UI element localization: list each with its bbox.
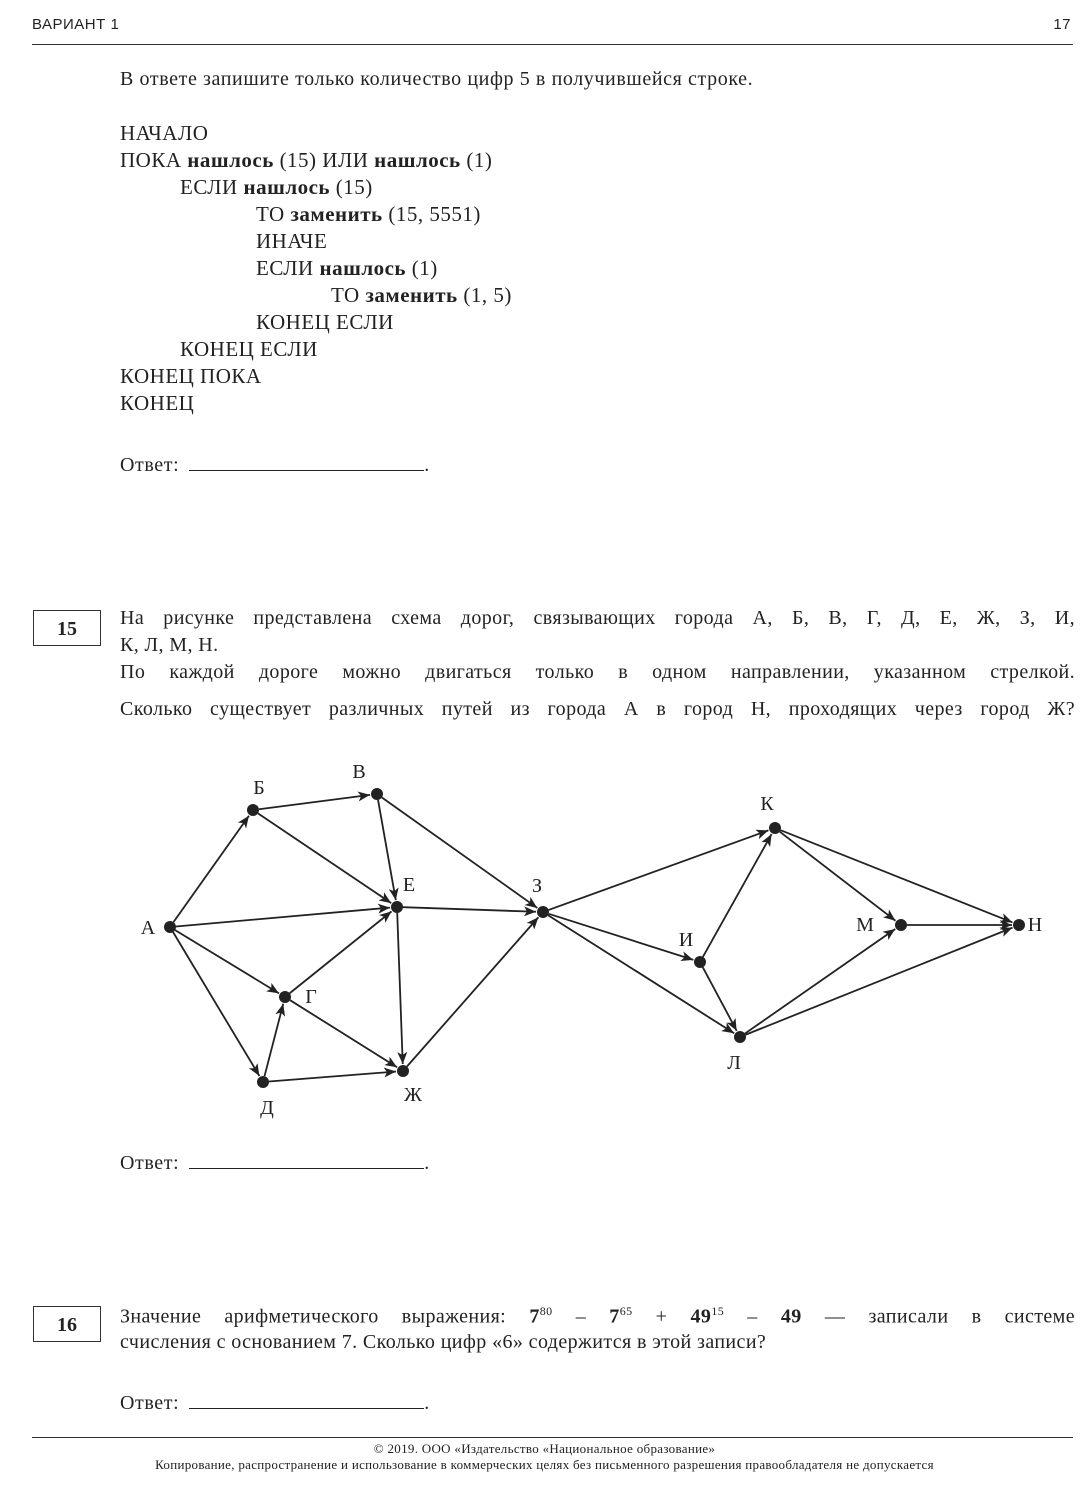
task14-answer: Ответ: . <box>120 454 430 476</box>
road-G-Zh <box>290 1000 397 1067</box>
task15-line: По каждой дороге можно двигаться только в одном направлении, указанном стрелкой. <box>120 661 1075 683</box>
city-node-B <box>247 804 259 816</box>
algo-line: КОНЕЦ ЕСЛИ <box>180 337 318 361</box>
city-node-I <box>694 956 706 968</box>
city-node-E <box>391 901 403 913</box>
road-D-Zh <box>269 1072 396 1082</box>
city-node-M <box>895 919 907 931</box>
road-I-K <box>703 834 772 957</box>
city-label-B: Б <box>253 777 265 799</box>
city-node-N <box>1013 919 1025 931</box>
road-V-E <box>378 800 396 900</box>
answer-field[interactable] <box>189 1150 424 1169</box>
algo-line: ПОКА нашлось (15) ИЛИ нашлось (1) <box>120 148 493 172</box>
footer-divider <box>32 1437 1073 1438</box>
city-node-A <box>164 921 176 933</box>
task16-text <box>120 1304 1075 1358</box>
road-E-Z <box>403 907 536 912</box>
road-D-G <box>265 1004 284 1076</box>
algo-line: ТО заменить (15, 5551) <box>256 202 481 226</box>
task16-line: счисления с основанием 7. Сколько цифр «6» содержится в этой записи? <box>120 1331 767 1353</box>
answer-label: Ответ: <box>120 1392 180 1414</box>
road-E-Zh <box>397 913 403 1064</box>
algo-line: КОНЕЦ <box>120 391 195 415</box>
copyright-notice: Копирование, распространение и использование в коммерческих целях без письменного разрешения правообладателя не допускается <box>155 1457 934 1472</box>
city-node-D <box>257 1076 269 1088</box>
city-label-Zh: Ж <box>404 1084 422 1106</box>
road-G-E <box>290 911 392 993</box>
road-K-M <box>780 832 896 921</box>
copyright: © 2019. ООО «Издательство «Национальное образование» <box>373 1441 716 1456</box>
city-node-Z <box>537 906 549 918</box>
city-label-A: А <box>140 917 156 939</box>
task15-line: На рисунке представлена схема дорог, связывающих города А, Б, В, Г, Д, Е, Ж, З, И, <box>120 607 1075 629</box>
algo-line: КОНЕЦ ПОКА <box>120 364 262 388</box>
road-I-L <box>703 967 737 1031</box>
algo-line: НАЧАЛО <box>120 121 209 145</box>
answer-field[interactable] <box>189 1390 424 1409</box>
road-B-E <box>258 813 391 903</box>
city-label-I: И <box>678 929 694 951</box>
road-L-M <box>745 929 895 1034</box>
task15-number: 15 <box>33 610 101 646</box>
road-K-N <box>781 830 1013 922</box>
task14-instruction: В ответе запишите только количество цифр 5 в получившейся строке. <box>120 68 754 90</box>
city-label-V: В <box>352 761 366 783</box>
answer-label: Ответ: <box>120 1152 180 1174</box>
city-label-G: Г <box>305 986 317 1008</box>
task15-line: Сколько существует различных путей из города А в город Н, проходящих через город Ж? <box>120 698 1075 720</box>
city-label-E: Е <box>402 874 416 896</box>
city-label-D: Д <box>260 1097 274 1119</box>
road-L-N <box>746 928 1013 1035</box>
task15-line: К, Л, М, Н. <box>120 634 219 656</box>
city-node-G <box>279 991 291 1003</box>
road-A-E <box>176 908 390 927</box>
city-label-M: М <box>856 914 874 936</box>
algo-line: КОНЕЦ ЕСЛИ <box>256 310 394 334</box>
task16-number: 16 <box>33 1306 101 1342</box>
city-label-K: К <box>760 793 774 815</box>
algo-line: ЕСЛИ нашлось (15) <box>180 175 373 199</box>
algo-line: ИНАЧЕ <box>256 229 328 253</box>
city-label-L: Л <box>727 1052 741 1074</box>
road-B-V <box>259 795 370 809</box>
city-label-Z: З <box>531 875 543 897</box>
road-A-B <box>173 816 248 922</box>
task16-line: Значение арифметического выражения: $7^{80} - 7^{65} + 49^{15} - 49$ — записали в системе <box>120 1304 1076 1328</box>
city-label-N: Н <box>1027 914 1043 936</box>
task15-answer: Ответ: . <box>120 1152 430 1174</box>
road-Z-I <box>549 914 694 960</box>
algo-line: ЕСЛИ нашлось (1) <box>256 256 438 280</box>
task16-answer: Ответ: . <box>120 1392 430 1414</box>
city-node-V <box>371 788 383 800</box>
variant-label: ВАРИАНТ 1 <box>32 16 120 33</box>
city-node-K <box>769 822 781 834</box>
road-Zh-Z <box>407 917 538 1066</box>
page-number: 17 <box>1053 16 1071 33</box>
algo-line: ТО заменить (1, 5) <box>331 283 512 307</box>
city-node-L <box>734 1031 746 1043</box>
city-node-Zh <box>397 1065 409 1077</box>
answer-label: Ответ: <box>120 454 180 476</box>
road-A-D <box>173 932 259 1076</box>
